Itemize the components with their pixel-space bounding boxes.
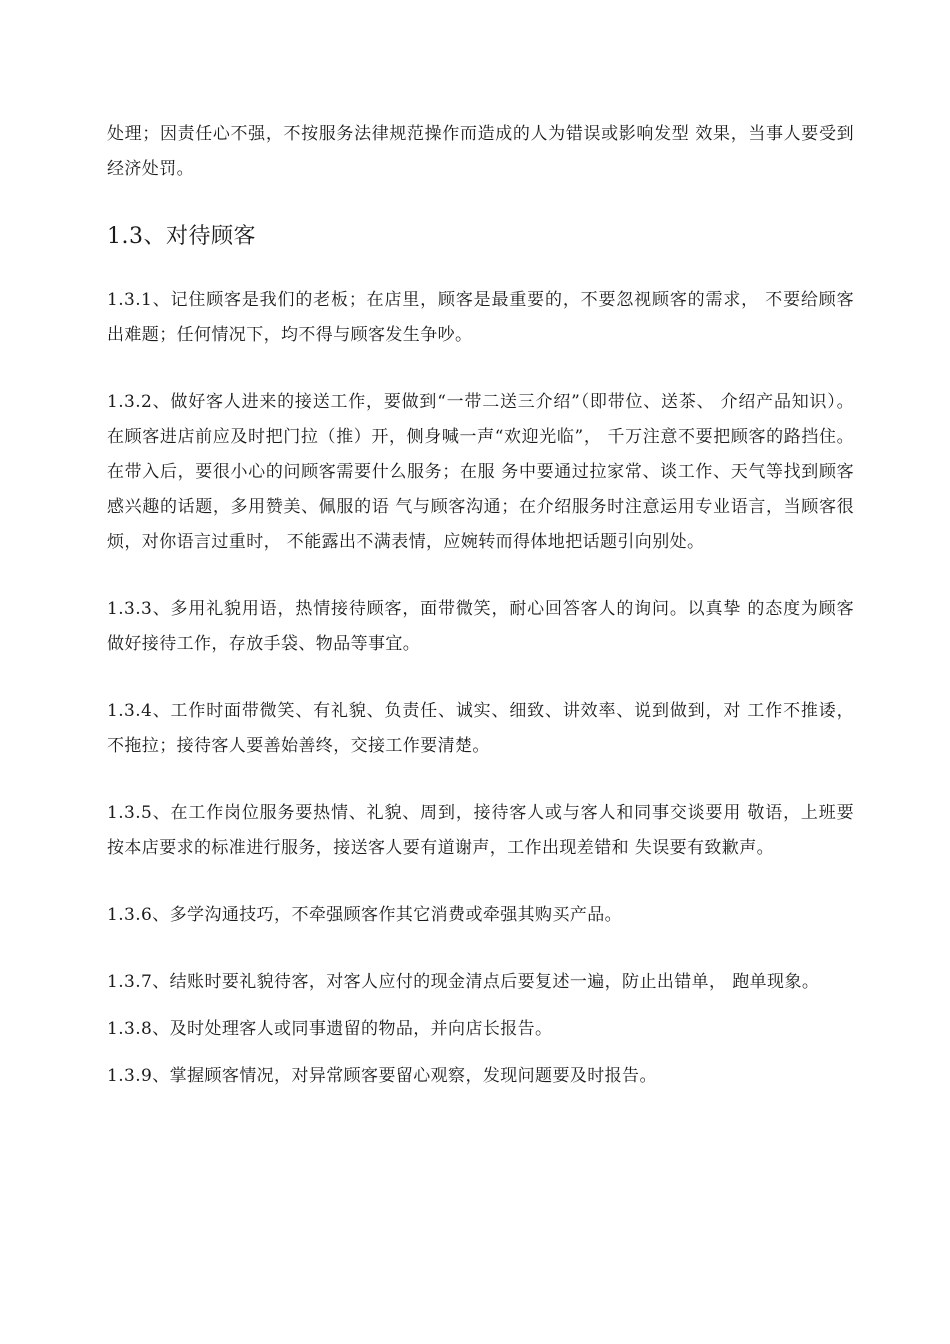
list-item-1-3-5: 1.3.5、在工作岗位服务要热情、礼貌、周到，接待客人或与客人和同事交谈要用 敬语，上班要按本店要求的标准进行服务，接送客人要有道谢声，工作出现差错和 失误要有致歉声。 (107, 803, 854, 858)
document-body (107, 117, 854, 1126)
list-item-1-3-1: 1.3.1、记住顾客是我们的老板；在店里，顾客是最重要的，不要忽视顾客的需求， 不要给顾客出难题；任何情况下，均不得与顾客发生争吵。 (107, 290, 854, 345)
list-item-1-3-3: 1.3.3、多用礼貌用语，热情接待顾客，面带微笑，耐心回答客人的询问。以真挚 的态度为顾客做好接待工作，存放手袋、物品等事宜。 (107, 599, 854, 654)
list-item-1-3-2: 1.3.2、做好客人进来的接送工作，要做到“一带二送三介绍”（即带位、送茶、 介绍产品知识）。在顾客进店前应及时把门拉（推）开，侧身喊一声“欢迎光临”， 千万注意不要把顾客的路挡住。在带入后，要很小心的问顾客需要什么服务；在服 务中要通过拉家常、谈工作、天气等找到顾客感兴趣的话题，多用赞美、佩服的语 气与顾客沟通；在介绍服务时注意运用专业语言，当顾客很烦，对你语言过重时， 不能露出不满表情，应婉转而得体地把话题引向别处。 (107, 392, 854, 552)
list-item-1-3-4: 1.3.4、工作时面带微笑、有礼貌、负责任、诚实、细致、讲效率、说到做到，对 工作不推诿，不拖拉；接待客人要善始善终，交接工作要清楚。 (107, 701, 854, 756)
list-item-1-3-7: 1.3.7、结账时要礼貌待客，对客人应付的现金清点后要复述一遍，防止出错单， 跑单现象。 (107, 972, 820, 992)
list-item-1-3-8: 1.3.8、及时处理客人或同事遗留的物品，并向店长报告。 (107, 1019, 553, 1039)
intro-paragraph: 处理；因责任心不强，不按服务法律规范操作而造成的人为错误或影响发型 效果，当事人要受到经济处罚。 (107, 124, 854, 179)
section-heading: 1.3、对待顾客 (107, 224, 256, 249)
list-item-1-3-6: 1.3.6、多学沟通技巧，不牵强顾客作其它消费或牵强其购买产品。 (107, 905, 623, 925)
list-item-1-3-9: 1.3.9、掌握顾客情况，对异常顾客要留心观察，发现问题要及时报告。 (107, 1066, 657, 1086)
